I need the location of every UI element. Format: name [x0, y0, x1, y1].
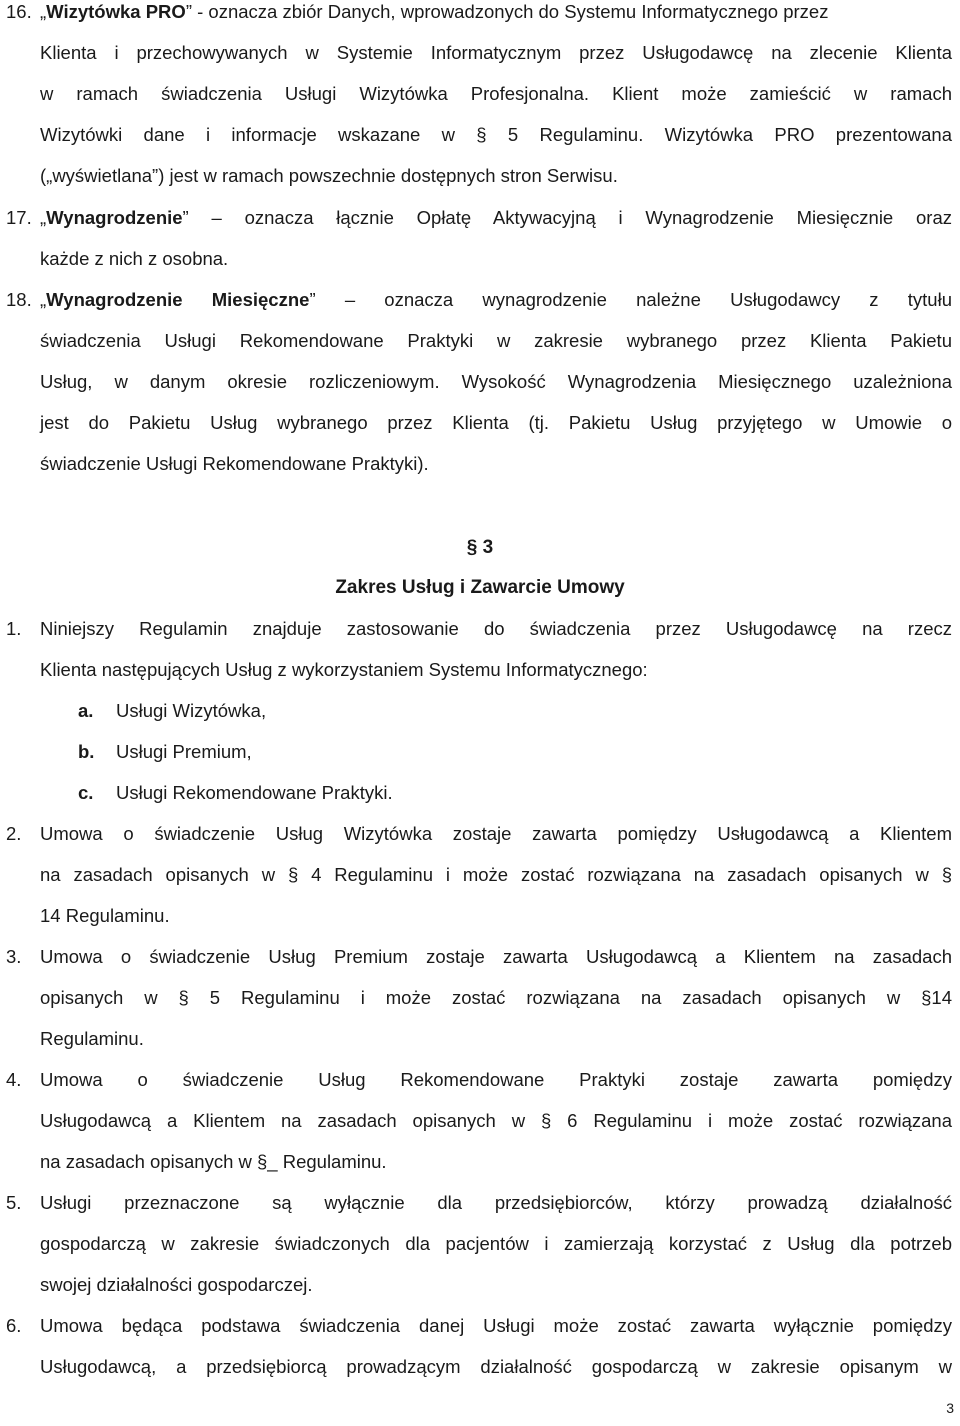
point-number: 2.: [6, 823, 22, 844]
sub-item-letter: a.: [78, 700, 94, 721]
definition-line: „Wynagrodzenie” – oznacza łącznie Opłatę Aktywacyjną i Wynagrodzenie Miesięcznie oraz: [40, 207, 952, 228]
defined-term: Wynagrodzenie: [46, 207, 183, 228]
point-number: 1.: [6, 618, 22, 639]
point-number: 6.: [6, 1315, 22, 1336]
text-line: Usługodawcą, a przedsiębiorcą prowadzącym działalność gospodarczą w zakresie opisanym w: [40, 1356, 952, 1377]
text-line: na zasadach opisanych w § 4 Regulaminu i może zostać rozwiązana na zasadach opisanych w §: [40, 864, 952, 885]
text-line: w ramach świadczenia Usługi Wizytówka Profesjonalna. Klient może zamieścić w ramach: [40, 83, 952, 104]
point-number: 4.: [6, 1069, 22, 1090]
text-line: („wyświetlana”) jest w ramach powszechnie dostępnych stron Serwisu.: [40, 165, 618, 186]
defined-term: Wynagrodzenie Miesięczne: [46, 289, 310, 310]
text-line: Klienta i przechowywanych w Systemie Informatycznym przez Usługodawcę na zlecenie Klienta: [40, 42, 952, 63]
sub-item-text: Usługi Premium,: [116, 741, 252, 762]
text-line: Wizytówki dane i informacje wskazane w § 5 Regulaminu. Wizytówka PRO prezentowana: [40, 124, 952, 145]
text-line: Klienta następujących Usług z wykorzystaniem Systemu Informatycznego:: [40, 659, 648, 680]
defined-term: Wizytówka PRO: [46, 1, 186, 22]
sub-item-letter: b.: [78, 741, 95, 762]
section-title: Zakres Usług i Zawarcie Umowy: [335, 577, 625, 598]
text-line: Usługodawcą a Klientem na zasadach opisanych w § 6 Regulaminu i może zostać rozwiązana: [40, 1110, 952, 1131]
sub-item-text: Usługi Wizytówka,: [116, 700, 267, 721]
text-line: gospodarczą w zakresie świadczonych dla pacjentów i zamierzają korzystać z Usług dla potrzeb: [40, 1233, 952, 1254]
text-line: każde z nich z osobna.: [40, 248, 229, 269]
item-number: 18.: [6, 289, 32, 310]
text-line: Niniejszy Regulamin znajduje zastosowanie do świadczenia przez Usługodawcę na rzecz: [40, 618, 952, 639]
sub-item-letter: c.: [78, 782, 94, 803]
text-line: Regulaminu.: [40, 1028, 144, 1049]
text-line: jest do Pakietu Usług wybranego przez Klienta (tj. Pakietu Usług przyjętego w Umowie o: [40, 412, 952, 433]
text-line: opisanych w § 5 Regulaminu i może zostać rozwiązana na zasadach opisanych w §14: [40, 987, 952, 1008]
text-line: Umowa o świadczenie Usług Wizytówka zostaje zawarta pomiędzy Usługodawcą a Klientem: [40, 823, 952, 844]
text-line: swojej działalności gospodarczej.: [40, 1274, 313, 1295]
text-line: Usług, w danym okresie rozliczeniowym. Wysokość Wynagrodzenia Miesięcznego uzależniona: [40, 371, 952, 392]
text-line: Umowa o świadczenie Usług Premium zostaje zawarta Usługodawcą a Klientem na zasadach: [40, 946, 952, 967]
item-number: 16.: [6, 1, 32, 22]
text-line: świadczenia Usługi Rekomendowane Praktyki w zakresie wybranego przez Klienta Pakietu: [40, 330, 952, 351]
point-number: 3.: [6, 946, 22, 967]
sub-item-text: Usługi Rekomendowane Praktyki.: [116, 782, 393, 803]
section-number: § 3: [466, 537, 494, 558]
definition-line: „Wizytówka PRO” - oznacza zbiór Danych, wprowadzonych do Systemu Informatycznego przez: [40, 1, 829, 22]
text-line: 14 Regulaminu.: [40, 905, 170, 926]
text-line: Usługi przeznaczone są wyłącznie dla przedsiębiorców, którzy prowadzą działalność: [40, 1192, 952, 1213]
text-line: Umowa będąca podstawa świadczenia danej Usługi może zostać zawarta wyłącznie pomiędzy: [40, 1315, 952, 1336]
definition-line: „Wynagrodzenie Miesięczne” – oznacza wynagrodzenie należne Usługodawcy z tytułu: [40, 289, 952, 310]
page-number: 3: [946, 1400, 954, 1416]
text-line: na zasadach opisanych w §_ Regulaminu.: [40, 1151, 387, 1172]
point-number: 5.: [6, 1192, 22, 1213]
text-line: Umowa o świadczenie Usług Rekomendowane Praktyki zostaje zawarta pomiędzy: [40, 1069, 952, 1090]
item-number: 17.: [6, 207, 32, 228]
text-line: świadczenie Usługi Rekomendowane Praktyki).: [40, 453, 429, 474]
